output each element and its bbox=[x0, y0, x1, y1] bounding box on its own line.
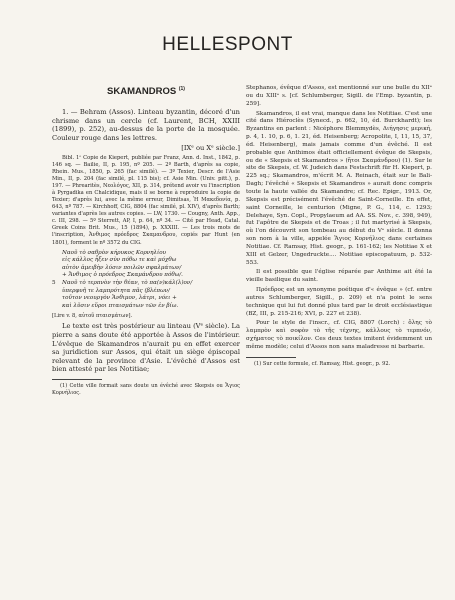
section-title: SKAMANDROS $^{(1)}$ bbox=[107, 86, 185, 98]
commentary-paragraph: Stephanos, évêque d'Assos, est mentionné sur une bulle du XIIᵉ ou du XIIIᵉ s. [cf. Schlumberger, Sigill. de l'Emp. byzantin, p. 259]. bbox=[246, 85, 432, 107]
entry-lead: 1. — Behram (Assos). Linteau byzantin, décoré d'un chrisme dans un cercle (cf. Laurent, BCH, XXIII (1899), p. 252), au-dessus de la porte de la mosquée. Couleur rouge dans les lettres. bbox=[52, 108, 240, 142]
left-column bbox=[52, 86, 240, 398]
inscription-text bbox=[52, 249, 240, 311]
entry-date: [IXᵉ ou Xᵉ siècle.] bbox=[181, 144, 240, 153]
commentary-paragraph: Πρόεδρος est un synonyme poétique d'« évêque » (cf. entre autres Schlumberger, Sigill., p. 209) et n'a point le sens technique qui lui fut donné plus tard par le droit ecclésiastique (BZ, III, p. 215-216; XVI, p. 227 et 238). bbox=[246, 287, 432, 317]
footnote-rule bbox=[246, 357, 296, 358]
running-head: HELLESPONT bbox=[162, 34, 293, 55]
verse-line: τοῦτον νεουργὸν Ἄνθιμον, λάτρι, νόει + bbox=[62, 295, 177, 302]
footnote: (1) Cette ville formait sans doute un évêché avec Skepsis ou Ἅγιος Κορνήλιος. bbox=[52, 382, 240, 396]
bibliography: Bibl. 1ᵒ Copie de Kiepert, publiée par Franz, Ann. d. Inst., 1842, p. 146 sq. — Bailie, II, p. 195, nº 205. — 2º Barth, d'après sa copie, Rhein. Mus., 1850, p. 265 (fac similé). — 3º Texier, Descr. de l'Asie Min., II, p. 204 (fac similé, pl. 115 bis); cf. Asie Min. (Univ. pitt.), p. 197. — Phrearitès, Νεολόγος, XII, p. 314, prétend avoir vu l'inscription à Pyrgadika en Chalcidique, mais il se borne à reproduire la copie de Texier; d'après lui, avec la même erreur, Dimitsas, Ἡ Μακεδονία, p. 643, nº 787. — Kirchhoff, CIG, 8804 (fac similé, pl. XIV), d'après Barth; variantes d'après les autres copies. — LW, 1730. — Cougny, Anth. App., c. III, 298. — 5º Sterrett, AP, I, p. 64, nº 34. — Cité par Head, Catal. Greek Coins Brit. Mus., 15 (1894), p. XXXIII. — Les trois mots de l'inscription, Ἀνθιμος πρόεδρος Σκαμανδρου, copiés par Hunt (en 1801), forment le nº 3572 du CIG. bbox=[52, 154, 240, 246]
verse-line: καὶ λῦσιν εὕροι πταισμάτων τῶν ἐν βίω. bbox=[62, 302, 179, 309]
verse-line: Ναοῦ τὸ σαθρὸν κήρυκος Κορνηλίου bbox=[62, 249, 167, 256]
footnote-ref: (1) bbox=[178, 86, 185, 92]
footnote: (1) Sur cette formule, cf. Ramsay, Hist. geogr., p. 92. bbox=[254, 360, 391, 367]
commentary-paragraph: Le texte est très postérieur au linteau (Vᵉ siècle). La pierre a sans doute été apportée à Assos de l'intérieur. L'évêque de Skamandros n'aurait pu en effet exercer sa juridiction sur Assos, qui était un siège épiscopal relevant de la province d'Asie. L'évêché d'Assos est bien attesté par les Notitiae; bbox=[52, 322, 240, 374]
commentary-paragraph: Pour le style de l'inscr., cf. CIG, 8807 (Lorch) : ὅλης τὸ λαμπρὸν καὶ σοφὸν τὸ τῆς τέχνης, κάλλους τὸ τερπνόν, σχήματος τὸ ποικίλον. Ces deux textes imitent évidemment un même modèle; celui d'Assos non sans maladresse ni barbarie. bbox=[246, 320, 432, 350]
verse-line: + Ἄνθιμος ὁ πρόεδρος Σκαμάνδρου πόθω/. bbox=[62, 272, 183, 279]
right-column bbox=[246, 85, 432, 369]
verse-line: ὑπερφυῆ τε λαμπρότητα πᾶς (βλέπων/ bbox=[62, 287, 170, 294]
commentary-paragraph: Il est possible que l'église réparée par Anthime ait été la vieille basilique du saint. bbox=[246, 269, 432, 284]
variant-reading: [Lire v. 8, αὐτοῦ πταισμάτων]. bbox=[52, 313, 133, 320]
footnote-rule bbox=[52, 379, 102, 380]
commentary-paragraph: Skamandros, il est vrai, manque dans les Notitiae. C'est une cité dans Hiéroclès (Synecd., p. 662, 10, éd. Burckhardt); les Byzantins en parlent : Nicéphore Blemmydès, Διήγησις μερική, p. 4, 1. 10, p. 6, 1. 21, éd. Heisenberg; Acropolite, I, 11, 15, 37, éd. Heisenberg), mais jamais comme d'un évêché. Il est probable que Anthimos était officiellement évêque de Skepsis, ou de « Skepsis et Skamandros » (ἤτοι Σκαμάνδρου) (1). Sur le site de Skepsis, cf. W. Judeich dans Festschrift für H. Kiepert, p. 225 sq.; Skamandros, m'écrit M. A. Reinach, était sur le Bali-Dagh; l'évêché « Skepsis et Skamandros » aurait donc compris toute la haute vallée du Skamandre; cf. Rec. Epigr., 1913. Or, Skepsis est précisément l'évêché de Saint-Corneille. En effet, saint Corneille, le centurion (Migne, P. G., 114, c. 1293; Delehaye, Syn. Copl., Propylaeum ad AA. SS. Nov., c. 398, 949), fut l'apôtre de Skepsis et de Troas ; il fut martyrisé à Skepsis, où l'on découvrit son tombeau au début du Vᵉ siècle. Il donna son nom à la ville, appelée Ἅγιος Κορνήλιος dans certaines Notitiae. Cf. Ramsay, Hist. geogr., p. 161-162; les Notitiae X et XIII et Gelzer, Ungedruckte.... Notitiae episcopatuum, p. 532-553. bbox=[246, 110, 432, 266]
verse-line: 5 Ναοῦ τὸ τερπνὸν τὴν θέαν, τὸ πα(ν)κάλ(λ)ον/ bbox=[52, 279, 193, 286]
verse-line: εἰς κάλλος ἦξεν σὺν πόθω τε καὶ μόχθω bbox=[62, 257, 177, 264]
verse-line: αὐτὸν ἀμειβὴν λύσιν ποιλῶν σφαλμάτων/ bbox=[62, 264, 182, 271]
